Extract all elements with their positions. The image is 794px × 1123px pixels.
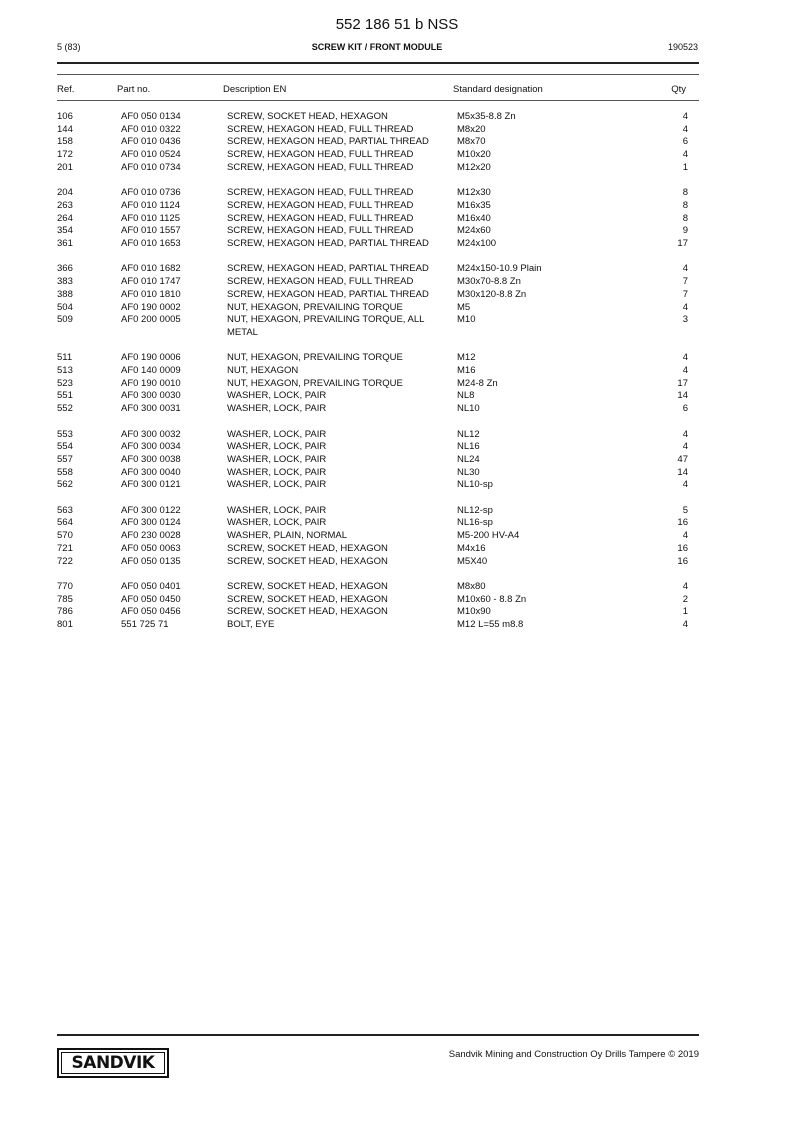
header-rule [57, 62, 699, 64]
cell-description: SCREW, HEXAGON HEAD, FULL THREAD [227, 123, 414, 135]
column-header-top-rule [57, 74, 699, 75]
cell-ref: 552 [57, 403, 73, 415]
cell-standard: M10 [457, 314, 476, 326]
cell-part-no: AF0 300 0038 [121, 453, 181, 465]
cell-part-no: AF0 190 0006 [121, 352, 181, 364]
cell-part-no: AF0 010 0736 [121, 187, 181, 199]
cell-qty: 1 [682, 606, 688, 618]
cell-standard: NL8 [457, 390, 475, 402]
cell-description: NUT, HEXAGON, PREVAILING TORQUE [227, 377, 403, 389]
cell-ref: 383 [57, 276, 73, 288]
cell-part-no: AF0 010 1682 [121, 263, 181, 275]
table-row [0, 441, 794, 454]
cell-ref: 523 [57, 377, 73, 389]
table-row [0, 352, 794, 365]
table-row [0, 200, 794, 213]
table-row [0, 429, 794, 442]
column-header-standard: Standard designation [453, 84, 543, 95]
table-row [0, 136, 794, 149]
table-row [0, 187, 794, 200]
table-row [0, 124, 794, 137]
cell-qty: 17 [677, 377, 688, 389]
cell-qty: 4 [682, 123, 688, 135]
cell-ref: 204 [57, 187, 73, 199]
table-row [0, 225, 794, 238]
cell-description: WASHER, LOCK, PAIR [227, 428, 327, 440]
table-row [0, 111, 794, 124]
cell-description: WASHER, LOCK, PAIR [227, 441, 327, 453]
table-row [0, 505, 794, 518]
cell-ref: 562 [57, 479, 73, 491]
cell-standard: M10x60 - 8.8 Zn [457, 593, 527, 605]
cell-standard: M12x30 [457, 187, 491, 199]
cell-ref: 553 [57, 428, 73, 440]
cell-qty: 16 [677, 542, 688, 554]
cell-standard: M8x20 [457, 123, 486, 135]
cell-standard: M12 [457, 352, 476, 364]
cell-description: SCREW, HEXAGON HEAD, PARTIAL THREAD [227, 263, 429, 275]
cell-description: NUT, HEXAGON, PREVAILING TORQUE [227, 352, 403, 364]
footer-copyright: Sandvik Mining and Construction Oy Drills Tampere © 2019 [448, 1049, 699, 1060]
cell-description: WASHER, LOCK, PAIR [227, 466, 327, 478]
cell-description: WASHER, LOCK, PAIR [227, 517, 327, 529]
cell-description: SCREW, SOCKET HEAD, HEXAGON [227, 606, 388, 618]
cell-description: WASHER, LOCK, PAIR [227, 479, 327, 491]
cell-standard: NL16-sp [457, 517, 493, 529]
cell-ref: 770 [57, 580, 73, 592]
cell-description: WASHER, LOCK, PAIR [227, 504, 327, 516]
cell-qty: 3 [682, 314, 688, 326]
table-row [0, 619, 794, 632]
cell-part-no: AF0 300 0034 [121, 441, 181, 453]
table-row [0, 289, 794, 302]
cell-description: SCREW, SOCKET HEAD, HEXAGON [227, 580, 388, 592]
cell-qty: 47 [677, 453, 688, 465]
table-row [0, 314, 794, 339]
cell-ref: 263 [57, 199, 73, 211]
cell-ref: 558 [57, 466, 73, 478]
cell-qty: 8 [682, 187, 688, 199]
cell-description: SCREW, HEXAGON HEAD, PARTIAL THREAD [227, 288, 429, 300]
cell-part-no: AF0 050 0401 [121, 580, 181, 592]
column-header-qty: Qty [671, 84, 686, 95]
cell-ref: 785 [57, 593, 73, 605]
cell-description: SCREW, HEXAGON HEAD, PARTIAL THREAD [227, 136, 429, 148]
table-row [0, 263, 794, 276]
cell-qty: 7 [682, 276, 688, 288]
cell-description: WASHER, LOCK, PAIR [227, 390, 327, 402]
cell-description: WASHER, LOCK, PAIR [227, 403, 327, 415]
cell-ref: 563 [57, 504, 73, 516]
cell-qty: 8 [682, 212, 688, 224]
cell-qty: 17 [677, 238, 688, 250]
table-row [0, 149, 794, 162]
table-row [0, 454, 794, 467]
cell-ref: 158 [57, 136, 73, 148]
cell-description: SCREW, HEXAGON HEAD, FULL THREAD [227, 149, 414, 161]
cell-part-no: AF0 300 0031 [121, 403, 181, 415]
cell-description: WASHER, PLAIN, NORMAL [227, 530, 348, 542]
column-header-description: Description EN [223, 84, 287, 95]
cell-part-no: AF0 230 0028 [121, 530, 181, 542]
cell-description: SCREW, HEXAGON HEAD, FULL THREAD [227, 161, 414, 173]
cell-standard: M12x20 [457, 161, 491, 173]
cell-part-no: AF0 050 0450 [121, 593, 181, 605]
table-row [0, 530, 794, 543]
cell-qty: 5 [682, 504, 688, 516]
cell-ref: 354 [57, 225, 73, 237]
cell-ref: 509 [57, 314, 73, 326]
cell-description: NUT, HEXAGON, PREVAILING TORQUE, ALL METAL [227, 314, 425, 338]
cell-ref: 564 [57, 517, 73, 529]
cell-standard: M24x100 [457, 238, 497, 250]
cell-part-no: AF0 050 0063 [121, 542, 181, 554]
cell-ref: 361 [57, 238, 73, 250]
table-row [0, 581, 794, 594]
cell-ref: 388 [57, 288, 73, 300]
cell-ref: 786 [57, 606, 73, 618]
cell-standard: M16 [457, 365, 476, 377]
table-row [0, 238, 794, 251]
cell-qty: 4 [682, 301, 688, 313]
cell-qty: 4 [682, 530, 688, 542]
cell-part-no: AF0 300 0122 [121, 504, 181, 516]
cell-standard: M10x90 [457, 606, 491, 618]
cell-standard: M16x35 [457, 199, 491, 211]
cell-ref: 551 [57, 390, 73, 402]
cell-description: SCREW, HEXAGON HEAD, FULL THREAD [227, 225, 414, 237]
cell-part-no: AF0 050 0134 [121, 111, 181, 122]
document-date: 190523 [667, 42, 698, 52]
cell-qty: 4 [682, 441, 688, 453]
table-row [0, 467, 794, 480]
cell-part-no: AF0 200 0005 [121, 314, 181, 326]
table-row [0, 403, 794, 416]
cell-qty: 16 [677, 517, 688, 529]
cell-standard: M5 [457, 301, 471, 313]
cell-qty: 7 [682, 288, 688, 300]
cell-ref: 554 [57, 441, 73, 453]
cell-qty: 4 [682, 352, 688, 364]
cell-standard: M5x35-8.8 Zn [457, 111, 516, 122]
section-title: SCREW KIT / FRONT MODULE [311, 42, 443, 52]
cell-standard: M10x20 [457, 149, 491, 161]
cell-standard: NL12-sp [457, 504, 493, 516]
column-header-bottom-rule [57, 100, 699, 101]
cell-qty: 2 [682, 593, 688, 605]
cell-part-no: AF0 300 0124 [121, 517, 181, 529]
table-row [0, 213, 794, 226]
cell-description: SCREW, HEXAGON HEAD, FULL THREAD [227, 212, 414, 224]
table-row [0, 543, 794, 556]
cell-qty: 4 [682, 619, 688, 631]
cell-standard: M5X40 [457, 555, 488, 567]
cell-description: SCREW, HEXAGON HEAD, PARTIAL THREAD [227, 238, 429, 250]
sandvik-logo-text: SANDVIK [61, 1052, 165, 1074]
cell-ref: 722 [57, 555, 73, 567]
cell-part-no: AF0 140 0009 [121, 365, 181, 377]
cell-ref: 557 [57, 453, 73, 465]
cell-qty: 1 [682, 161, 688, 173]
cell-qty: 8 [682, 199, 688, 211]
cell-description: SCREW, SOCKET HEAD, HEXAGON [227, 542, 388, 554]
cell-description: SCREW, SOCKET HEAD, HEXAGON [227, 593, 388, 605]
cell-standard: NL10-sp [457, 479, 493, 491]
cell-qty: 4 [682, 149, 688, 161]
table-row [0, 517, 794, 530]
cell-qty: 14 [677, 390, 688, 402]
cell-standard: M30x120-8.8 Zn [457, 288, 527, 300]
cell-qty: 9 [682, 225, 688, 237]
column-header-part-no: Part no. [117, 84, 151, 95]
table-row [0, 556, 794, 569]
cell-qty: 4 [682, 365, 688, 377]
table-row [0, 594, 794, 607]
cell-description: SCREW, SOCKET HEAD, HEXAGON [227, 555, 388, 567]
cell-ref: 513 [57, 365, 73, 377]
cell-description: WASHER, LOCK, PAIR [227, 453, 327, 465]
cell-ref: 511 [57, 352, 73, 364]
cell-ref: 366 [57, 263, 73, 275]
cell-qty: 6 [682, 403, 688, 415]
table-row [0, 365, 794, 378]
cell-standard: M24x60 [457, 225, 491, 237]
cell-description: NUT, HEXAGON [227, 365, 299, 377]
cell-qty: 4 [682, 263, 688, 275]
parts-table [0, 111, 794, 632]
cell-part-no: AF0 050 0135 [121, 555, 181, 567]
cell-standard: M12 L=55 m8.8 [457, 619, 524, 631]
cell-standard: NL30 [457, 466, 480, 478]
table-row [0, 479, 794, 492]
cell-qty: 16 [677, 555, 688, 567]
cell-ref: 172 [57, 149, 73, 161]
cell-part-no: AF0 010 1557 [121, 225, 181, 237]
cell-standard: M24x150-10.9 Plain [457, 263, 542, 275]
cell-ref: 264 [57, 212, 73, 224]
cell-description: BOLT, EYE [227, 619, 275, 631]
cell-part-no: AF0 190 0010 [121, 377, 181, 389]
column-header-ref: Ref. [57, 84, 75, 95]
cell-part-no: AF0 300 0032 [121, 428, 181, 440]
cell-part-no: AF0 010 0436 [121, 136, 181, 148]
table-row [0, 302, 794, 315]
cell-part-no: AF0 010 1810 [121, 288, 181, 300]
cell-ref: 721 [57, 542, 73, 554]
cell-part-no: AF0 050 0456 [121, 606, 181, 618]
cell-standard: M8x70 [457, 136, 486, 148]
cell-part-no: AF0 010 1125 [121, 212, 180, 224]
cell-part-no: AF0 300 0121 [121, 479, 181, 491]
cell-qty: 4 [682, 111, 688, 122]
cell-part-no: AF0 300 0040 [121, 466, 181, 478]
table-row [0, 390, 794, 403]
cell-standard: NL12 [457, 428, 480, 440]
cell-standard: NL10 [457, 403, 480, 415]
cell-part-no: 551 725 71 [121, 619, 169, 631]
cell-description: SCREW, HEXAGON HEAD, FULL THREAD [227, 276, 414, 288]
cell-qty: 14 [677, 466, 688, 478]
cell-ref: 106 [57, 111, 73, 122]
page-number: 5 (83) [57, 42, 81, 52]
sandvik-logo [57, 1048, 169, 1078]
cell-qty: 4 [682, 479, 688, 491]
cell-description: SCREW, HEXAGON HEAD, FULL THREAD [227, 199, 414, 211]
cell-description: NUT, HEXAGON, PREVAILING TORQUE [227, 301, 403, 313]
cell-ref: 144 [57, 123, 73, 135]
cell-description: SCREW, HEXAGON HEAD, FULL THREAD [227, 187, 414, 199]
cell-qty: 6 [682, 136, 688, 148]
cell-part-no: AF0 010 0322 [121, 123, 181, 135]
cell-ref: 801 [57, 619, 73, 631]
cell-part-no: AF0 190 0002 [121, 301, 181, 313]
cell-ref: 201 [57, 161, 73, 173]
footer-rule [57, 1034, 699, 1036]
cell-standard: M4x16 [457, 542, 486, 554]
cell-part-no: AF0 300 0030 [121, 390, 181, 402]
cell-qty: 4 [682, 428, 688, 440]
cell-part-no: AF0 010 1747 [121, 276, 181, 288]
cell-part-no: AF0 010 1653 [121, 238, 181, 250]
cell-part-no: AF0 010 0734 [121, 161, 181, 173]
table-row [0, 606, 794, 619]
cell-standard: M5-200 HV-A4 [457, 530, 520, 542]
cell-part-no: AF0 010 1124 [121, 199, 180, 211]
cell-standard: M8x80 [457, 580, 486, 592]
cell-ref: 570 [57, 530, 73, 542]
cell-standard: M16x40 [457, 212, 491, 224]
cell-qty: 4 [682, 580, 688, 592]
cell-standard: M30x70-8.8 Zn [457, 276, 521, 288]
cell-description: SCREW, SOCKET HEAD, HEXAGON [227, 111, 388, 122]
document-title: 552 186 51 b NSS [335, 16, 459, 33]
cell-part-no: AF0 010 0524 [121, 149, 181, 161]
cell-standard: NL24 [457, 453, 480, 465]
table-row [0, 276, 794, 289]
table-row [0, 378, 794, 391]
cell-standard: M24-8 Zn [457, 377, 498, 389]
cell-ref: 504 [57, 301, 73, 313]
table-row [0, 162, 794, 175]
cell-standard: NL16 [457, 441, 480, 453]
